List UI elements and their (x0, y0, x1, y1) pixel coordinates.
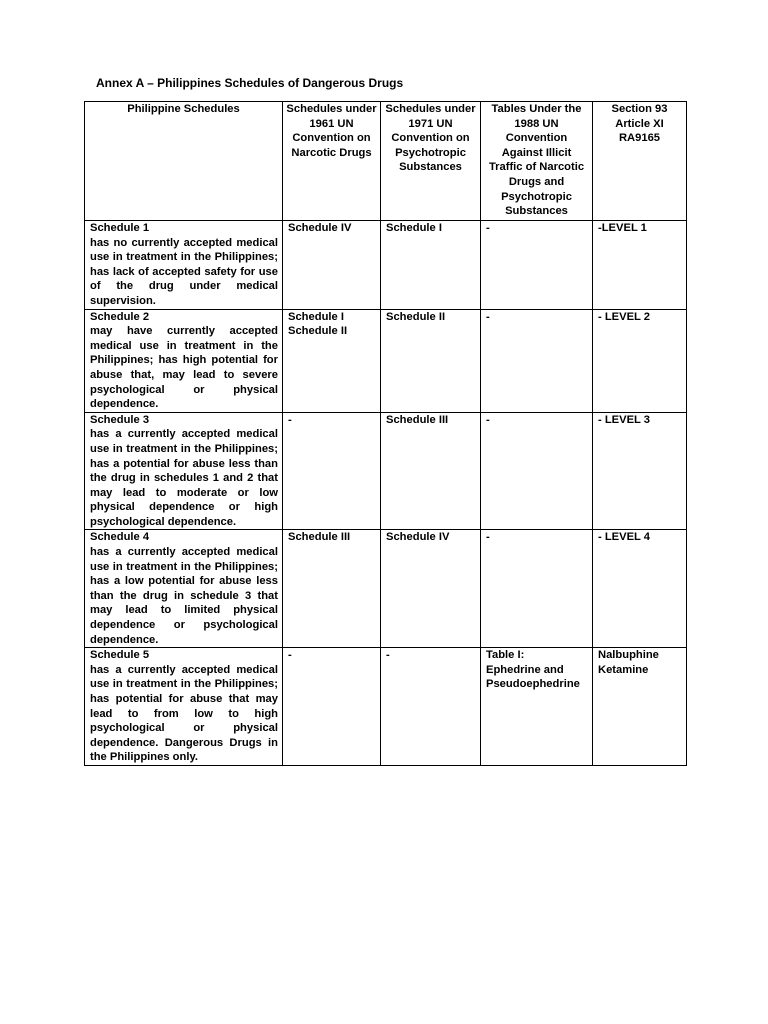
ra9165-cell (593, 309, 687, 412)
schedule-description-cell (85, 309, 283, 412)
schedule-label: Schedule 3 (90, 413, 150, 426)
cell-value: - (288, 413, 292, 426)
schedule-description: has a currently accepted medical use in treatment in the Philippines; has potential for abuse that may lead to from low to high psychological or physical dependence. Dangerous Drugs in the Philippines only. (90, 663, 278, 764)
cell-value: - (486, 531, 490, 544)
un-1961-cell (283, 530, 381, 648)
un-1971-cell (381, 309, 481, 412)
cell-value: Schedule I (288, 310, 344, 323)
un-1971-cell (381, 412, 481, 530)
cell-value: Ketamine (598, 663, 649, 676)
un-1988-cell (481, 412, 593, 530)
un-1961-cell (283, 221, 381, 310)
cell-value: Schedule III (386, 413, 449, 426)
table-row (85, 530, 687, 648)
table-row (85, 412, 687, 530)
cell-value: Schedule IV (288, 222, 352, 234)
un-1988-cell (481, 221, 593, 310)
schedule-description-cell (85, 648, 283, 766)
schedule-description-cell (85, 221, 283, 310)
schedule-description: has a currently accepted medical use in treatment in the Philippines; has a low potential for abuse less than the drug in schedule 3 that may lead to limited physical dependence or psychological dependence. (90, 546, 278, 646)
un-1961-cell (283, 309, 381, 412)
header-philippine-schedules: Philippine Schedules (85, 102, 283, 221)
un-1961-cell (283, 412, 381, 530)
schedule-label: Schedule 4 (90, 531, 150, 544)
table-row (85, 648, 687, 766)
un-1961-cell (283, 648, 381, 766)
schedule-description-cell (85, 412, 283, 530)
cell-value: Table I: (486, 649, 525, 662)
un-1988-cell (481, 309, 593, 412)
un-1988-cell (481, 530, 593, 648)
ra9165-cell (593, 221, 687, 310)
cell-value: - (486, 413, 490, 426)
ra9165-cell (593, 412, 687, 530)
header-ra9165: Section 93 Article XI RA9165 (593, 102, 687, 221)
schedule-label: Schedule 2 (90, 310, 150, 323)
header-un-1961: Schedules under 1961 UN Convention on Narcotic Drugs (283, 102, 381, 221)
table-row (85, 309, 687, 412)
cell-value: - LEVEL 3 (598, 413, 651, 426)
cell-value: - (288, 649, 292, 662)
cell-value: Schedule I (386, 222, 442, 234)
header-un-1988: Tables Under the 1988 UN Convention Against Illicit Traffic of Narcotic Drugs and Psychotropic Substances (481, 102, 593, 221)
header-un-1971: Schedules under 1971 UN Convention on Psychotropic Substances (381, 102, 481, 221)
cell-value: Schedule II (386, 310, 446, 323)
cell-value: Schedule III (288, 531, 351, 544)
un-1988-cell (481, 648, 593, 766)
cell-value: -LEVEL 1 (598, 222, 647, 234)
ra9165-cell (593, 530, 687, 648)
schedule-label: Schedule 5 (90, 649, 150, 662)
un-1971-cell (381, 221, 481, 310)
un-1971-cell (381, 648, 481, 766)
ra9165-cell (593, 648, 687, 766)
cell-value: Schedule II (288, 325, 348, 338)
schedule-description: may have currently accepted medical use in treatment in the Philippines; has high potential for abuse that, may lead to severe psychological or physical dependence. (90, 325, 278, 411)
schedule-description: has a currently accepted medical use in treatment in the Philippines; has a potential for abuse less than the drug in schedules 1 and 2 that may lead to moderate or low physical dependence or high psychological dependence. (90, 428, 278, 528)
cell-value: - (486, 310, 490, 323)
cell-value: Schedule IV (386, 531, 450, 544)
table-row (85, 221, 687, 310)
schedule-description: has no currently accepted medical use in treatment in the Philippines; has lack of accepted safety for use of the drug under medical supervision. (90, 236, 278, 307)
cell-value: - LEVEL 2 (598, 310, 651, 323)
cell-value: - LEVEL 4 (598, 531, 651, 544)
schedules-table (84, 101, 687, 766)
page-title: Annex A – Philippines Schedules of Dangerous Drugs (96, 76, 404, 90)
schedule-label: Schedule 1 (90, 222, 150, 234)
schedule-description-cell (85, 530, 283, 648)
table-header-row (85, 102, 687, 221)
un-1971-cell (381, 530, 481, 648)
cell-value: - (386, 649, 390, 662)
cell-value: Nalbuphine (598, 649, 659, 662)
cell-value: - (486, 222, 490, 234)
cell-value: Ephedrine and Pseudoephedrine (486, 663, 580, 691)
